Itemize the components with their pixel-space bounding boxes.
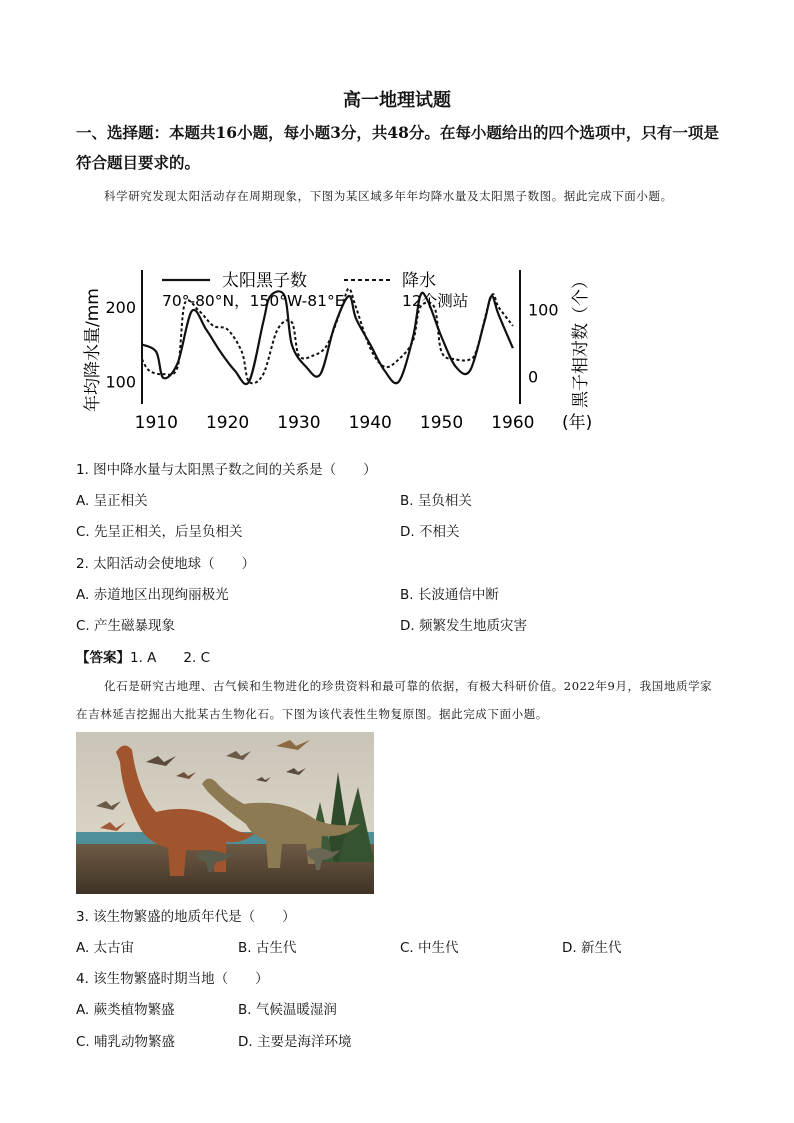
q3-option-c[interactable]: C. 中生代 — [400, 940, 459, 956]
answer-line — [76, 646, 210, 666]
chart-subtitle-right: 12个测站 — [402, 292, 469, 310]
y-right-tick: 0 — [528, 367, 539, 387]
q1-option-c[interactable]: C. 先呈正相关，后呈负相关 — [76, 524, 243, 540]
y-right-tick: 100 — [528, 300, 559, 320]
q4-option-a[interactable]: A. 蕨类植物繁盛 — [76, 1002, 175, 1018]
answer-text: 1. A 2. C — [130, 650, 211, 666]
section-heading: 一、选择题：本题共16小题，每小题3分，共48分。在每小题给出的四个选项中，只有一项是符合题目要求的。 — [76, 123, 719, 172]
q4-option-d[interactable]: D. 主要是海洋环境 — [238, 1034, 352, 1050]
x-tick-label: 1920 — [205, 413, 250, 433]
x-tick-label: 1950 — [419, 413, 464, 433]
intro-text-2: 化石是研究古地理、古气候和生物进化的珍贵资料和最可靠的依据，有极大科研价值。2022年9月，我国地质学家在吉林延吉挖掘出大批某古生物化石。下图为该代表性生物复原图。据此完成下面小题。 — [76, 679, 713, 721]
x-tick-label: 1930 — [277, 413, 321, 433]
q4-option-c[interactable]: C. 哺乳动物繁盛 — [76, 1034, 176, 1050]
y-right-label: 黑子相对数（个） — [571, 272, 591, 408]
answer-label: 【答案】 — [76, 650, 130, 666]
legend-precip: 降水 — [402, 271, 436, 291]
q2-option-a[interactable]: A. 赤道地区出现绚丽极光 — [76, 587, 229, 603]
q2-option-b[interactable]: B. 长波通信中断 — [400, 587, 499, 603]
x-tick-label: 1910 — [134, 413, 178, 433]
question-4-stem: 4. 该生物繁盛时期当地（ ） — [76, 971, 269, 987]
question-1-stem: 1. 图中降水量与太阳黑子数之间的关系是（ ） — [76, 462, 377, 478]
dinosaur-reconstruction-image — [76, 732, 374, 894]
q2-option-c[interactable]: C. 产生磁暴现象 — [76, 618, 176, 634]
question-2-stem: 2. 太阳活动会使地球（ ） — [76, 556, 256, 572]
y-left-tick: 200 — [105, 298, 136, 318]
q3-option-a[interactable]: A. 太古宙 — [76, 940, 135, 956]
page-title: 高一地理试题 — [343, 90, 451, 111]
question-3-stem: 3. 该生物繁盛的地质年代是（ ） — [76, 909, 296, 925]
q4-option-b[interactable]: B. 气候温暖湿润 — [238, 1002, 337, 1018]
chart-subtitle-left: 70°-80°N，150°W-81°E — [162, 292, 345, 310]
q1-option-a[interactable]: A. 呈正相关 — [76, 493, 148, 509]
x-label: (年) — [562, 413, 593, 433]
legend-sunspot: 太阳黑子数 — [222, 271, 307, 291]
y-left-label: 年均降水量/mm — [83, 288, 103, 412]
q3-option-b[interactable]: B. 古生代 — [238, 940, 297, 956]
q2-option-d[interactable]: D. 频繁发生地质灾害 — [400, 618, 527, 634]
q3-option-d[interactable]: D. 新生代 — [562, 940, 622, 956]
y-left-tick: 100 — [105, 372, 136, 392]
x-tick-label: 1940 — [348, 413, 392, 433]
intro-text-1: 科学研究发现太阳活动存在周期现象，下图为某区域多年年均降水量及太阳黑子数图。据此完成下面小题。 — [104, 189, 673, 203]
q1-option-d[interactable]: D. 不相关 — [400, 524, 460, 540]
x-tick-label: 1960 — [491, 413, 535, 433]
sunspot-precip-chart — [76, 262, 606, 440]
q1-option-b[interactable]: B. 呈负相关 — [400, 493, 472, 509]
